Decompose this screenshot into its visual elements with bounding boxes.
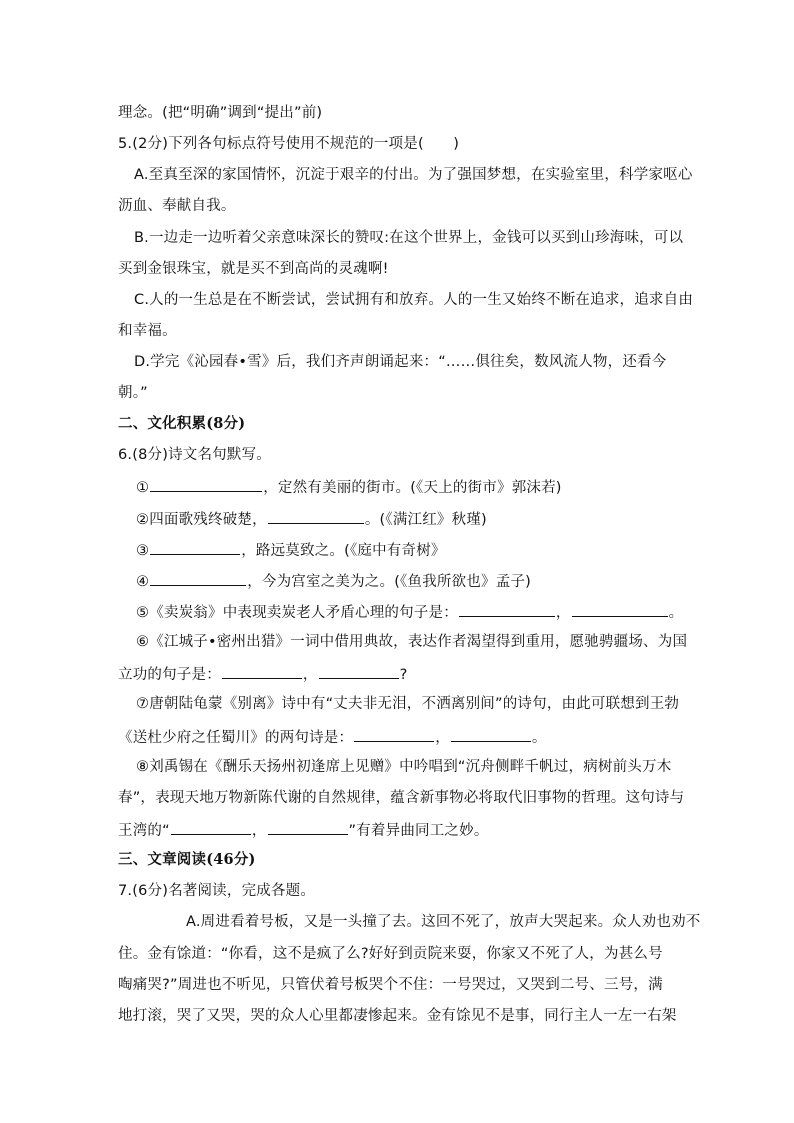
recitation-item-8-cont2	[118, 819, 489, 841]
item-text: ，	[302, 667, 318, 683]
item-text: ”有着异曲同工之妙。	[348, 823, 489, 839]
item-text: ，	[555, 605, 571, 621]
item-text: ，今为宫室之美为之。(《鱼我所欲也》孟子)	[247, 574, 531, 590]
answer-blank[interactable]	[268, 819, 348, 835]
item-text: ，	[251, 823, 267, 839]
item-text: ⑤《卖炭翁》中表现卖炭老人矛盾心理的句子是：	[136, 605, 458, 621]
item-text: 。	[531, 730, 547, 746]
item-text: ①	[136, 480, 150, 496]
answer-blank[interactable]	[459, 601, 555, 617]
recitation-item-8-cont: 春”，表现天地万物新陈代谢的自然规律，蕴含新事物必将取代旧事物的哲理。这句诗与	[118, 790, 685, 806]
item-text: 。	[668, 605, 684, 621]
answer-blank[interactable]	[572, 601, 668, 617]
item-text: 《送杜少府之任蜀川》的两句诗是：	[118, 730, 354, 746]
option-b-cont: 买到金银珠宝，就是买不到高尚的灵魂啊!	[118, 261, 389, 277]
answer-blank[interactable]	[319, 663, 399, 679]
item-text: 。(《满江红》秋瑾)	[364, 512, 487, 528]
question-6-stem: 6.(8分)诗文名句默写。	[118, 447, 271, 463]
option-a: A.至真至深的家国情怀，沉淀于艰辛的付出。为了强国梦想，在实验室里，科学家呕心	[134, 167, 693, 183]
recitation-item-5	[136, 601, 683, 623]
passage-line: 住。金有馀道：“你看，这不是疯了么?好好到贡院来耍，你家又不死了人，为甚么号	[118, 946, 663, 962]
section-heading-3: 三、文章阅读(46分)	[118, 851, 256, 868]
recitation-item-8: ⑧刘禹锡在《酬乐天扬州初逢席上见赠》中吟唱到“沉舟侧畔千帆过，病树前头万木	[136, 759, 672, 775]
item-text: ③	[136, 543, 150, 559]
passage-line: A.周进看着号板，又是一头撞了去。这回不死了，放声大哭起来。众人劝也劝不	[186, 914, 701, 930]
question-7-stem: 7.(6分)名著阅读，完成各题。	[118, 883, 316, 899]
option-a-cont: 沥血、奉献自我。	[118, 198, 236, 214]
recitation-item-2	[136, 508, 487, 530]
recitation-item-3	[136, 539, 446, 561]
passage-line: 地打滚，哭了又哭，哭的众人心里都凄惨起来。金有馀见不是事，同行主人一左一右架	[118, 1008, 677, 1024]
text-line: 理念。(把“明确”调到“提出”前)	[118, 105, 323, 121]
item-text: ②四面歌残终破楚，	[136, 512, 267, 528]
recitation-item-4	[136, 570, 531, 592]
option-d-cont: 朝。”	[118, 385, 148, 401]
answer-blank[interactable]	[171, 819, 251, 835]
recitation-item-6: ⑥《江城子•密州出猎》一词中借用典故，表达作者渴望得到重用，愿驰骋疆场、为国	[136, 634, 688, 650]
answer-blank[interactable]	[354, 726, 434, 742]
item-text: ，定然有美丽的街市。(《天上的街市》郭沫若)	[263, 480, 562, 496]
answer-blank[interactable]	[268, 508, 364, 524]
option-d: D.学完《沁园春•雪》后，我们齐声朗诵起来：“……俱往矣，数风流人物，还看今	[134, 354, 667, 370]
recitation-item-1	[136, 476, 562, 498]
answer-blank[interactable]	[451, 726, 531, 742]
option-c: C.人的一生总是在不断尝试，尝试拥有和放弃。人的一生又始终不断在追求，追求自由	[134, 292, 694, 308]
recitation-item-7-cont	[118, 726, 547, 748]
item-text: 立功的句子是：	[118, 667, 221, 683]
answer-blank[interactable]	[150, 570, 246, 586]
item-text: ?	[399, 667, 408, 683]
question-5-stem: 5.(2分)下列各句标点符号使用不规范的一项是( )	[118, 136, 460, 152]
recitation-item-6-cont	[118, 663, 408, 685]
item-text: ，路远莫致之。(《庭中有奇树》	[241, 543, 446, 559]
item-text: ④	[136, 574, 150, 590]
item-text: 王湾的“	[118, 823, 170, 839]
option-c-cont: 和幸福。	[118, 323, 177, 339]
recitation-item-7: ⑦唐朝陆龟蒙《别离》诗中有“丈夫非无泪，不洒离别间”的诗句，由此可联想到王勃	[136, 696, 680, 712]
option-b: B.一边走一边听着父亲意味深长的赞叹:在这个世界上，金钱可以买到山珍海味，可以	[134, 230, 684, 246]
answer-blank[interactable]	[150, 476, 262, 492]
answer-blank[interactable]	[222, 663, 302, 679]
answer-blank[interactable]	[150, 539, 240, 555]
passage-line: 啕痛哭?”周进也不听见，只管伏着号板哭个不住：一号哭过，又哭到二号、三号，满	[118, 977, 663, 993]
item-text: ，	[435, 730, 450, 746]
section-heading-2: 二、文化积累(8分)	[118, 415, 246, 432]
